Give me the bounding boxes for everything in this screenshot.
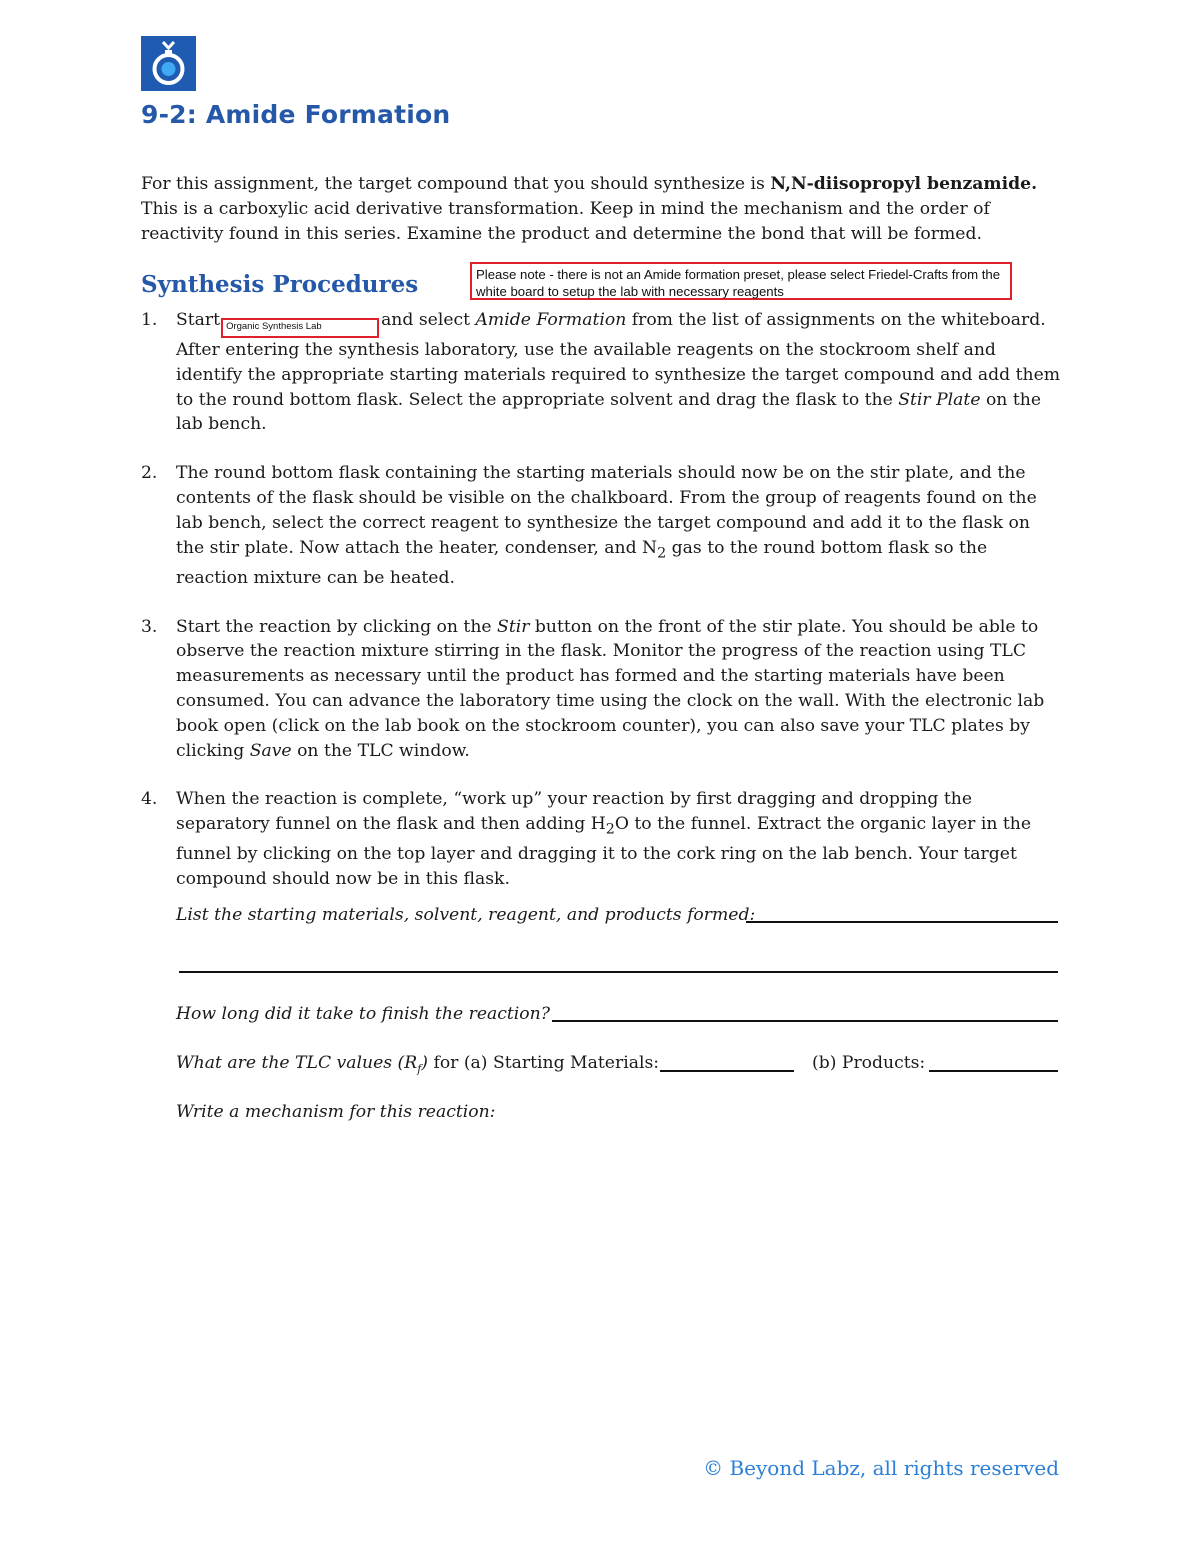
question-duration: How long did it take to finish the reaction? [176, 1004, 550, 1024]
footer-copyright: © Beyond Labz, all rights reserved [703, 1456, 1059, 1480]
answer-line-materials-1[interactable] [746, 921, 1058, 923]
flask-logo-icon [141, 36, 196, 91]
question-tlc-products: (b) Products: [812, 1053, 926, 1073]
section-heading: Synthesis Procedures [141, 271, 419, 298]
question-mechanism: Write a mechanism for this reaction: [176, 1102, 496, 1122]
list-item: 2. The round bottom flask containing the starting materials should now be on the stir plate, and the contents of the flask should be visible on the chalkboard. From the group of reagents found on the lab bench, select the correct reagent to synthesize the target compound and add it to the flask on the stir plate. Now attach the heater, condenser, and $N_2$ gas to the round bottom flask so the reaction mixture can be heated. [141, 463, 1037, 588]
list-item: 1. Start Organic Synthesis Lab and select Amide Formation from the list of assignments on the whiteboard. After entering the synthesis laboratory, use the available reagents on the stockroom shelf and identify the appropriate starting materials required to synthesize the target compound and add them to the round bottom flask. Select the appropriate solvent and drag the flask to the Stir Plate on the lab bench. [141, 310, 1061, 435]
note-callout: Please note - there is not an Amide formation preset, please select Friedel-Crafts from the white board to setup the lab with necessary reagents [470, 262, 1012, 300]
intro-paragraph: For this assignment, the target compound that you should synthesize is N,N-diisopropyl benzamide. This is a carboxylic acid derivative transformation. Keep in mind the mechanism and the order of reactivity found in this series. Examine the product and determine the bond that will be formed. [141, 174, 1038, 244]
procedure-list [141, 308, 1061, 892]
target-compound: N,N-diisopropyl benzamide. [770, 174, 1038, 194]
answer-line-tlc-starting[interactable] [660, 1070, 794, 1072]
answer-line-materials-2[interactable] [179, 971, 1058, 973]
answer-line-duration[interactable] [552, 1020, 1058, 1022]
page-title: 9-2: Amide Formation [141, 100, 451, 129]
answer-line-tlc-products[interactable] [929, 1070, 1058, 1072]
question-materials: List the starting materials, solvent, reagent, and products formed: [176, 905, 756, 925]
organic-synthesis-lab-box: Organic Synthesis Lab [221, 318, 379, 338]
question-tlc: What are the TLC values $(R_f)$ for (a) Starting Materials: [176, 1053, 660, 1076]
list-item: 3. Start the reaction by clicking on the Stir button on the front of the stir plate. You should be able to observe the reaction mixture stirring in the flask. Monitor the progress of the reaction using TLC measurements as necessary until the product has formed and the starting materials have been consumed. You can advance the laboratory time using the clock on the wall. With the electronic lab book open (click on the lab book on the stockroom counter), you can also save your TLC plates by clicking Save on the TLC window. [141, 616, 1045, 761]
list-item: 4. When the reaction is complete, “work up” your reaction by first dragging and dropping the separatory funnel on the flask and then adding $H_2O$ to the funnel. Extract the organic layer in the funnel by clicking on the top layer and dragging it to the cork ring on the lab bench. Your target compound should now be in this flask. [141, 789, 1032, 890]
